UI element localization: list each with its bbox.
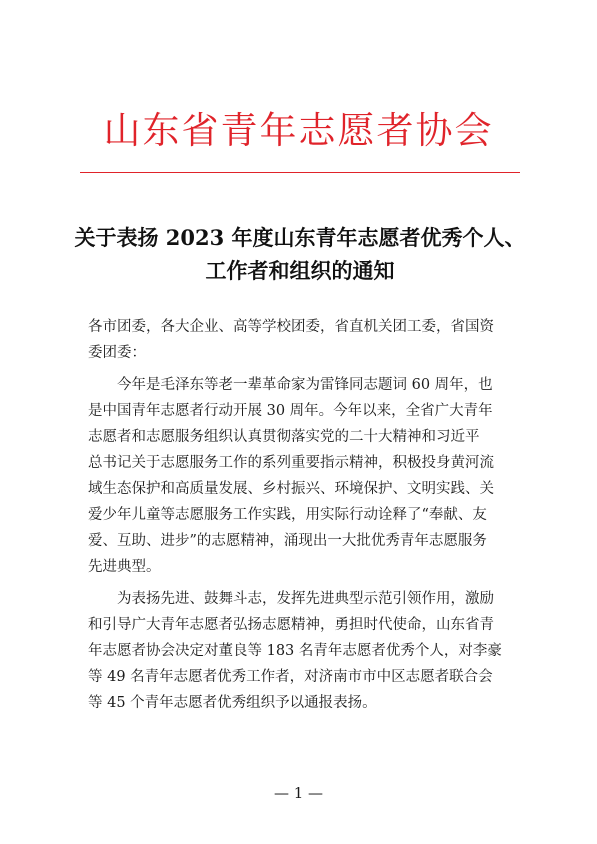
paragraph-line: 今年是毛泽东等老一辈革命家为雷锋同志题词 60 周年，也 <box>117 377 493 393</box>
salutation <box>88 314 536 366</box>
paragraph-line: 爱、互助、进步”的志愿精神，涌现出一大批优秀青年志愿服务 <box>88 533 487 549</box>
salutation-line: 委团委： <box>88 345 146 361</box>
paragraph-line: 年志愿者协会决定对董良等 183 名青年志愿者优秀个人，对李豪 <box>88 643 502 659</box>
paragraph-line: 和引导广大青年志愿者弘扬志愿精神，勇担时代使命，山东省青 <box>88 617 494 633</box>
title-line-1: 关于表扬 2023 年度山东青年志愿者优秀个人、 <box>74 225 526 250</box>
title-line-2: 工作者和组织的通知 <box>205 258 395 283</box>
paragraph-line: 等 45 个青年志愿者优秀组织予以通报表扬。 <box>88 695 377 711</box>
paragraph-line: 是中国青年志愿者行动开展 30 周年。今年以来，全省广大青年 <box>88 403 493 419</box>
salutation-line: 各市团委，各大企业、高等学校团委，省直机关团工委，省国资 <box>88 319 494 335</box>
paragraph-line: 先进典型。 <box>88 559 161 575</box>
document-body <box>88 314 536 722</box>
header-divider <box>80 172 520 173</box>
paragraph-line: 志愿者和志愿服务组织认真贯彻落实党的二十大精神和习近平 <box>88 429 480 445</box>
page-number: — 1 — <box>273 784 324 802</box>
paragraph-2 <box>88 586 536 716</box>
paragraph-line: 爱少年儿童等志愿服务工作实践，用实际行动诠释了“奉献、友 <box>88 507 487 523</box>
paragraph-1 <box>88 372 536 580</box>
organization-header: 山东省青年志愿者协会 <box>103 109 494 152</box>
paragraph-line: 域生态保护和高质量发展、乡村振兴、环境保护、文明实践、关 <box>88 481 494 497</box>
paragraph-line: 等 49 名青年志愿者优秀工作者，对济南市市中区志愿者联合会 <box>88 669 493 685</box>
document-title <box>60 221 540 287</box>
paragraph-line: 总书记关于志愿服务工作的系列重要指示精神，积极投身黄河流 <box>88 455 494 471</box>
paragraph-line: 为表扬先进、鼓舞斗志，发挥先进典型示范引领作用，激励 <box>117 591 494 607</box>
